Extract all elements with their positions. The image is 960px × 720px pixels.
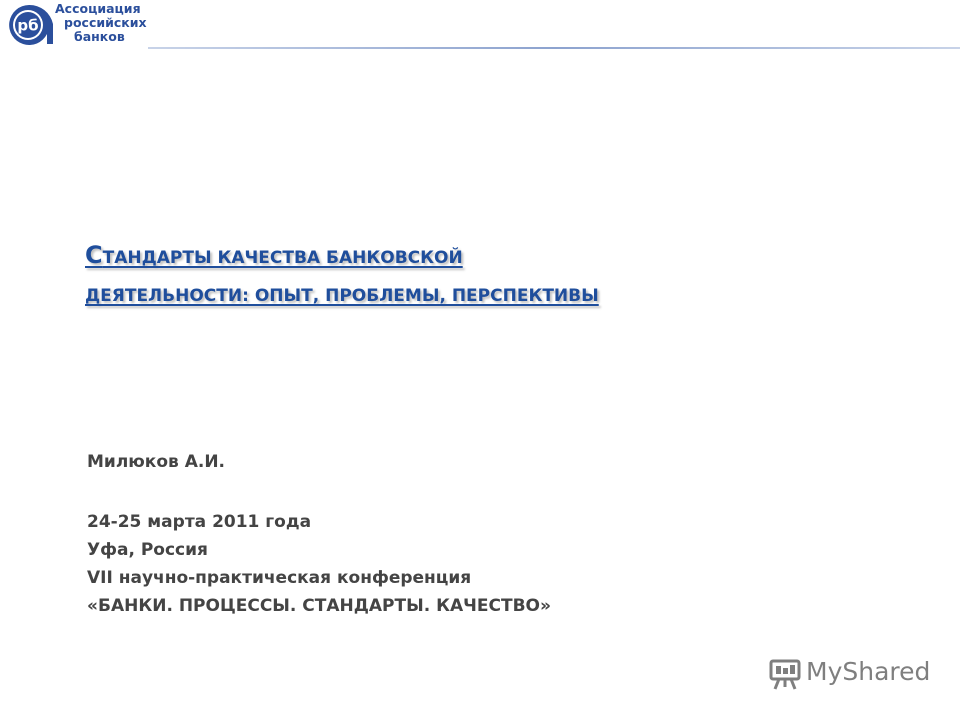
presentation-board-icon	[768, 657, 802, 691]
author-name: Милюков А.И.	[87, 452, 226, 472]
myshared-watermark	[768, 654, 931, 694]
watermark-text: MyShared	[806, 657, 931, 686]
event-place: Уфа, Россия	[87, 540, 208, 560]
logo-text-line-2: российских	[64, 15, 147, 30]
title-initial-letter: С	[85, 241, 103, 269]
title-line-1	[85, 236, 905, 277]
title-line-2: ДЕЯТЕЛЬНОСТИ: ОПЫТ, ПРОБЛЕМЫ, ПЕРСПЕКТИВЫ	[85, 286, 599, 306]
logo-letters: рб	[17, 16, 39, 35]
presentation-info	[87, 448, 847, 620]
conference-name: VII научно-практическая конференция	[87, 568, 472, 588]
header	[0, 0, 960, 50]
logo-text-line-3: банков	[74, 29, 125, 44]
conference-title: «БАНКИ. ПРОЦЕССЫ. СТАНДАРТЫ. КАЧЕСТВО»	[87, 596, 551, 616]
header-divider	[148, 47, 960, 49]
association-name	[55, 2, 165, 44]
slide-title	[85, 236, 905, 315]
title-line-1-rest: ТАНДАРТЫ КАЧЕСТВА БАНКОВСКОЙ	[102, 248, 463, 268]
association-logo-icon	[2, 2, 56, 47]
event-date: 24-25 марта 2011 года	[87, 512, 312, 532]
logo-text-line-1: Ассоциация	[55, 1, 141, 16]
